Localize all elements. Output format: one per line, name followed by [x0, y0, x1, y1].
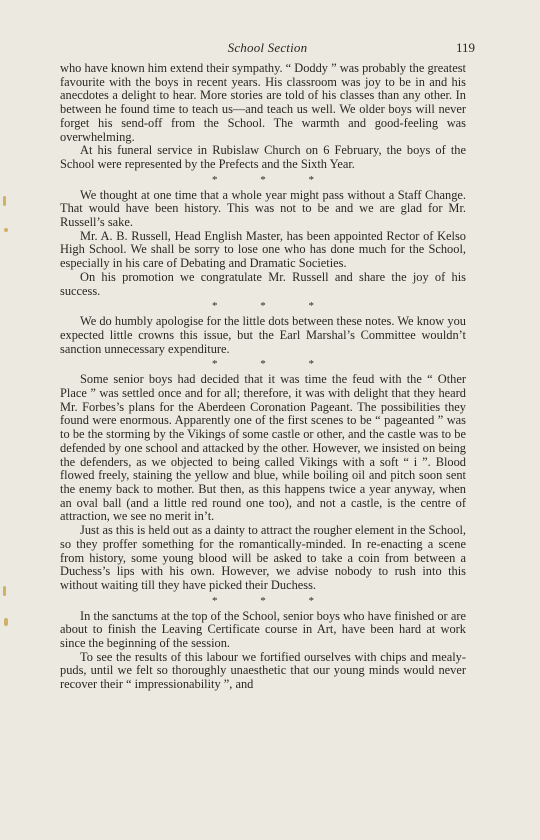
paragraph-staff-change: We thought at one time that a whole year might pass without a Staff Change. That would have been history. This was not to be and we are glad for Mr. Russell’s sake. [60, 187, 466, 230]
page-header [60, 40, 475, 58]
paragraph-apology: We do humbly apologise for the little dots between these notes. We know you expected little crowns this issue, but the Earl Marshal’s Committee wouldn’t sanction unnecessary expenditure. [60, 314, 466, 356]
running-title: School Section [227, 40, 308, 55]
section-separator: * * * [212, 173, 334, 186]
paragraph-congratulation: On his promotion we congratulate Mr. Russell and share the joy of his success. [60, 269, 466, 298]
section-separator: * * * [212, 300, 334, 313]
section-separator: * * * [212, 358, 334, 371]
foxing-mark [3, 196, 6, 206]
paragraph-pageant: Some senior boys had decided that it was time the feud with the “ Other Place ” was settled once and for all; therefore, it was with delight that they heard Mr. Forbes’s plans for the Aberdeen Coronation Pageant. The possibilities they found were enormous. Apparently one of the first scenes to be “ pageanted ” was to be the storming by the Vikings of some castle or other, and the castle was to be defended by one school and attacked by the other. However, we insisted on being the defenders, as we objected to being called Vikings with a soft “ i ”. Blood flowed freely, staining the yellow and blue, while boiling oil and pitch soon sent the enemy back to mother. But then, as this happens twice a year anyway, when an oval ball (and a little red round one too), and not a castle, is the centre of attraction, we see no merit in’t. [60, 372, 466, 524]
paragraph-duchess: Just as this is held out as a dainty to attract the rougher element in the School, so they proffer something for the romantically-minded. In re-enacting a scene from history, some young blood will be asked to take a coin from between a Duchess’s lips with his own. However, we advise nobody to rush into this without waiting till they have picked their Duchess. [60, 523, 466, 592]
paragraph-art-course: In the sanctums at the top of the School, senior boys who have finished or are about to finish the Leaving Certificate course in Art, have been hard at work since the beginning of the session. [60, 608, 466, 651]
paragraph-funeral: At his funeral service in Rubislaw Church on 6 February, the boys of the School were represented by the Prefects and the Sixth Year. [60, 143, 466, 171]
paragraph-results: To see the results of this labour we fortified ourselves with chips and mealy-puds, until we felt so thoroughly unaesthetic that our young minds would never recover their “ impressionability ”, and [60, 649, 466, 692]
page-body [60, 62, 466, 692]
paragraph-russell-appointment: Mr. A. B. Russell, Head English Master, has been appointed Rector of Kelso High School. We shall be sorry to lose one who has done much for the School, especially in his care of Debating and Dramatic Societies. [60, 228, 466, 271]
paragraph-tribute: who have known him extend their sympathy. “ Doddy ” was probably the greatest favourite with the boys in recent years. His classroom was joy to be in and his anecdotes a delight to hear. More stories are told of his classes than any other. In between he found time to teach us—and teach us well. We older boys will never forget his send-off from the School. The warmth and good-feeling was overwhelming. [60, 61, 466, 144]
page-number: 119 [455, 40, 475, 55]
foxing-mark [4, 228, 8, 232]
foxing-mark [3, 586, 6, 596]
foxing-mark [4, 618, 8, 626]
section-separator: * * * [212, 594, 334, 607]
